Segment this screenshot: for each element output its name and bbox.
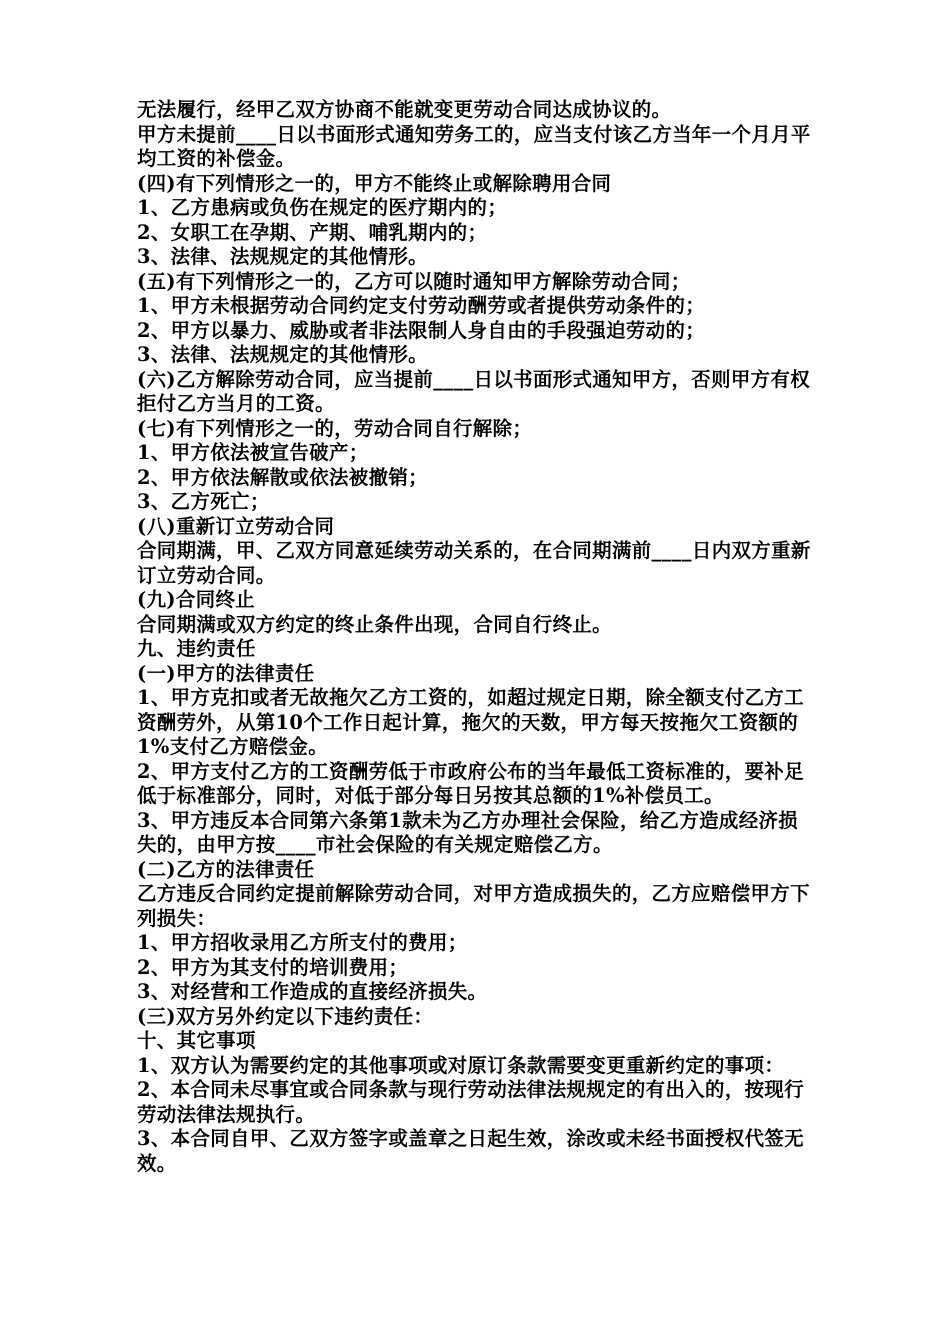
list-item: 2、女职工在孕期、产期、哺乳期内的； <box>137 220 488 244</box>
subsection-heading-1: (一)甲方的法律责任 <box>137 661 315 685</box>
list-item: 3、甲方违反本合同第六条第1款未为乙方办理社会保险，给乙方造成经济损失的，由甲方按____市社会保险的有关规定赔偿乙方。 <box>137 808 799 856</box>
list-item: 1、甲方招收录用乙方所支付的费用； <box>137 931 468 954</box>
text-line-1: 无法履行，经甲乙双方协商不能就变更劳动合同达成协议的。 <box>137 98 672 121</box>
paragraph: 乙方违反合同约定提前解除劳动合同，对甲方造成损失的，乙方应赔偿甲方下列损失： <box>137 882 810 930</box>
list-item: 2、甲方依法解散或依法被撤销； <box>137 465 428 489</box>
text-line-2: 甲方未提前____日以书面形式通知劳务工的，应当支付该乙方当年一个月月平均工资的补偿金。 <box>137 122 811 170</box>
document-body <box>137 98 817 1176</box>
list-item: 1、甲方依法被宣告破产； <box>137 441 369 464</box>
list-item: 1、甲方克扣或者无故拖欠乙方工资的，如超过规定日期，除全额支付乙方工资酬劳外，从第10个工作日起计算，拖欠的天数，甲方每天按拖欠工资额的1%支付乙方赔偿金。 <box>137 686 804 758</box>
paragraph: 合同期满，甲、乙双方同意延续劳动关系的，在合同期满前____日内双方重新订立劳动合同。 <box>137 539 811 587</box>
list-item: 3、本合同自甲、乙双方签字或盖章之日起生效，涂改或未经书面授权代签无效。 <box>137 1127 804 1175</box>
chapter-heading-9: 九、违约责任 <box>137 637 256 660</box>
chapter-heading-10: 十、其它事项 <box>137 1029 256 1052</box>
list-item: 3、乙方死亡； <box>137 490 270 513</box>
list-item: 3、法律、法规规定的其他情形。 <box>137 245 428 268</box>
list-item: 1、甲方未根据劳动合同约定支付劳动酬劳或者提供劳动条件的； <box>137 294 706 317</box>
section-heading-8: (八)重新订立劳动合同 <box>137 514 335 538</box>
section-heading-5: (五)有下列情形之一的，乙方可以随时通知甲方解除劳动合同； <box>137 269 691 293</box>
paragraph: 合同期满或双方约定的终止条件出现，合同自行终止。 <box>137 612 612 636</box>
list-item: 1、双方认为需要约定的其他事项或对原订条款需要变更重新约定的事项： <box>137 1053 785 1077</box>
list-item: 2、甲方为其支付的培训费用； <box>137 955 409 979</box>
list-item: 2、甲方支付乙方的工资酬劳低于市政府公布的当年最低工资标准的，要补足低于标准部分，同时，对低于部分每日另按其总额的1%补偿员工。 <box>137 759 804 807</box>
list-item: 1、乙方患病或负伤在规定的医疗期内的； <box>137 196 508 219</box>
section-heading-9: (九)合同终止 <box>137 588 256 611</box>
subsection-heading-3: (三)双方另外约定以下违约责任： <box>137 1004 434 1028</box>
list-item: 2、本合同未尽事宜或合同条款与现行劳动法律法规规定的有出入的，按现行劳动法律法规执行。 <box>137 1078 804 1126</box>
section-heading-4: (四)有下列情形之一的，甲方不能终止或解除聘用合同 <box>137 171 612 195</box>
section-paragraph-6: (六)乙方解除劳动合同，应当提前____日以书面形式通知甲方，否则甲方有权拒付乙方当月的工资。 <box>137 367 811 415</box>
list-item: 3、法律、法规规定的其他情形。 <box>137 343 428 366</box>
subsection-heading-2: (二)乙方的法律责任 <box>137 857 315 881</box>
list-item: 3、对经营和工作造成的直接经济损失。 <box>137 980 488 1003</box>
list-item: 2、甲方以暴力、威胁或者非法限制人身自由的手段强迫劳动的； <box>137 318 706 342</box>
section-heading-7: (七)有下列情形之一的，劳动合同自行解除； <box>137 416 533 440</box>
